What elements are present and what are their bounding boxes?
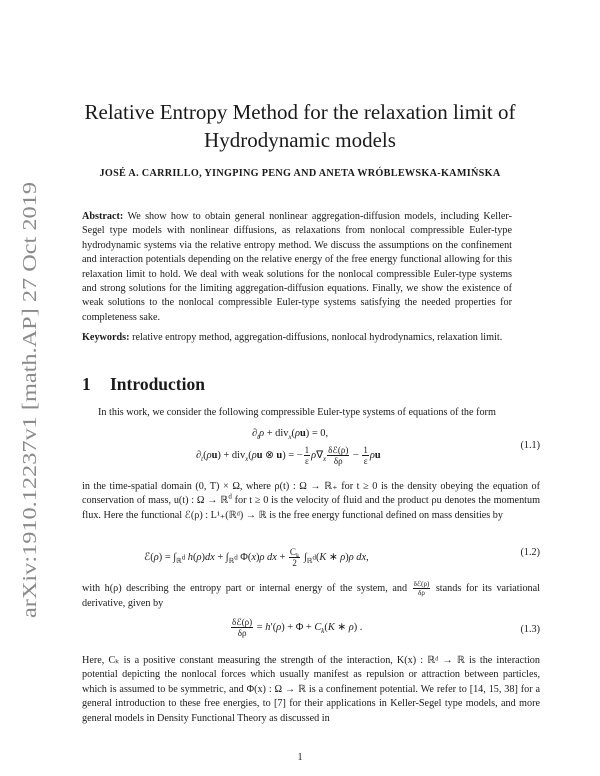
abstract (82, 210, 512, 325)
paragraph-entropy: with h(ρ) describing the entropy part or internal energy of the system, and $\frac{\text{δℰ(ρ)}}{\delta\rho}$ stands for its variational derivative, given by (82, 580, 541, 609)
paper-title (60, 98, 540, 154)
title-line-1: Relative Entropy Method for the relaxation limit of (84, 100, 516, 124)
paragraph-entropy-b: stands for its variational derivative, given by (82, 582, 541, 609)
equation-1-1: $\partial_t\rho + div_x(\rho u) = 0$, $\partial_t(\rho u) + div_x(\rho u$ ⊗ u) = − $\frac{1}{\varepsilon}$ $\rho\nabla_x$ $\frac{\text{δℰ(ρ)}}{\delta\rho}$ − $\frac{1}{\varepsilon}$ ρu (1.1) (196, 428, 540, 466)
paragraph-domain-b: for t ≥ 0 is the velocity of fluid and the product ρu denotes the momentum flux. Here the functional ℰ(ρ) : L¹₊(ℝᵈ) → ℝ is the free energy functional defined on mass densities by (82, 495, 541, 521)
paragraph-domain: in the time-spatial domain (0, T) × Ω, where ρ(t) : Ω → ℝ₊ for t ≥ 0 is the density obeying the equation of conservation of mass, u(t) : Ω → ℝ$^d$ for t ≥ 0 is the velocity of fluid and the product ρu denotes the momentum flux. Here the functional ℰ(ρ) : L¹₊(ℝᵈ) → ℝ is the free energy functional defined on mass densities by (82, 481, 541, 521)
paragraph-intro: In this work, we consider the following compressible Euler-type systems of equations of the form (98, 407, 496, 418)
keywords-label: Keywords: (82, 332, 130, 343)
equation-number: (1.1) (520, 440, 540, 451)
title-line-2: Hydrodynamic models (204, 128, 396, 152)
paragraph-constants: Here, Cₖ is a positive constant measuring the strength of the interaction, K(x) : ℝᵈ → ℝ is the interaction potential depicting the nonlocal forces which usually manifest as repulsion or attraction between particles, which is assumed to be symmetric, and Φ(x) : Ω → ℝ is a confinement potential. We refer to [14, 15, 38] for a general introduction to these free energies, to [7] for their applications in Keller-Segel type models, and more general models in Density Functional Theory as discussed in (82, 655, 540, 724)
equation-1-3: $\frac{\text{δℰ(ρ)}}{\delta\rho}$ = $h'(\rho) + \Phi + C_k(K$ ∗ ρ) . (1.3) (232, 617, 540, 638)
keywords-text: relative entropy method, aggregation-diffusions, nonlocal hydrodynamics, relaxation limit. (132, 332, 503, 343)
paragraph-domain-a: in the time-spatial domain (0, T) × Ω, where ρ(t) : Ω → ℝ₊ for t ≥ 0 is the density obeying the equation of conservation of mass, u(t) : Ω → ℝ (82, 481, 540, 507)
keywords (82, 331, 512, 345)
equation-number: (1.2) (520, 547, 540, 558)
abstract-label: Abstract: (82, 211, 124, 222)
author-list: JOSÉ A. CARRILLO, YINGPING PENG AND ANETA WRÓBLEWSKA-KAMIŃSKA (99, 168, 501, 179)
page-number: 1 (297, 752, 303, 763)
section-heading (82, 374, 205, 395)
abstract-text: We show how to obtain general nonlinear aggregation-diffusion models, including Keller-Segel type models with nonlinear diffusions, as relaxations from nonlocal compressible Euler-type hydrodynamic systems via the relative entropy method. We discuss the assumptions on the confinement and interaction potentials depending on the relative energy of the free energy functional allowing for this relaxation limit to hold. We deal with weak solutions for the nonlocal compressible Euler-type systems and strong solutions for the limiting aggregation-diffusion equations. Finally, we show the existence of weak solutions to the nonlocal compressible Euler-type systems satisfying the needed properties for completeness sake. (82, 211, 512, 323)
arxiv-identifier-text: arXiv:1910.12237v1 [math.AP] 27 Oct 2019 (19, 259, 41, 618)
section-title: Introduction (110, 374, 205, 394)
equation-number: (1.3) (520, 624, 540, 635)
paragraph-entropy-a: with h(ρ) describing the entropy part or internal energy of the system, and (82, 582, 408, 594)
arxiv-identifier (14, 178, 44, 618)
section-number: 1 (82, 374, 91, 394)
equation-1-2: ℰ(ρ) = $\int_{ℝ^d}$ $h(\rho)dx + \int_{ℝ^d}$ Φ(x)ρ dx + $\frac{C_k}{2}$ $\int_{ℝ^d}(K$ ∗ ρ)ρ dx, (1.2) (144, 547, 540, 568)
